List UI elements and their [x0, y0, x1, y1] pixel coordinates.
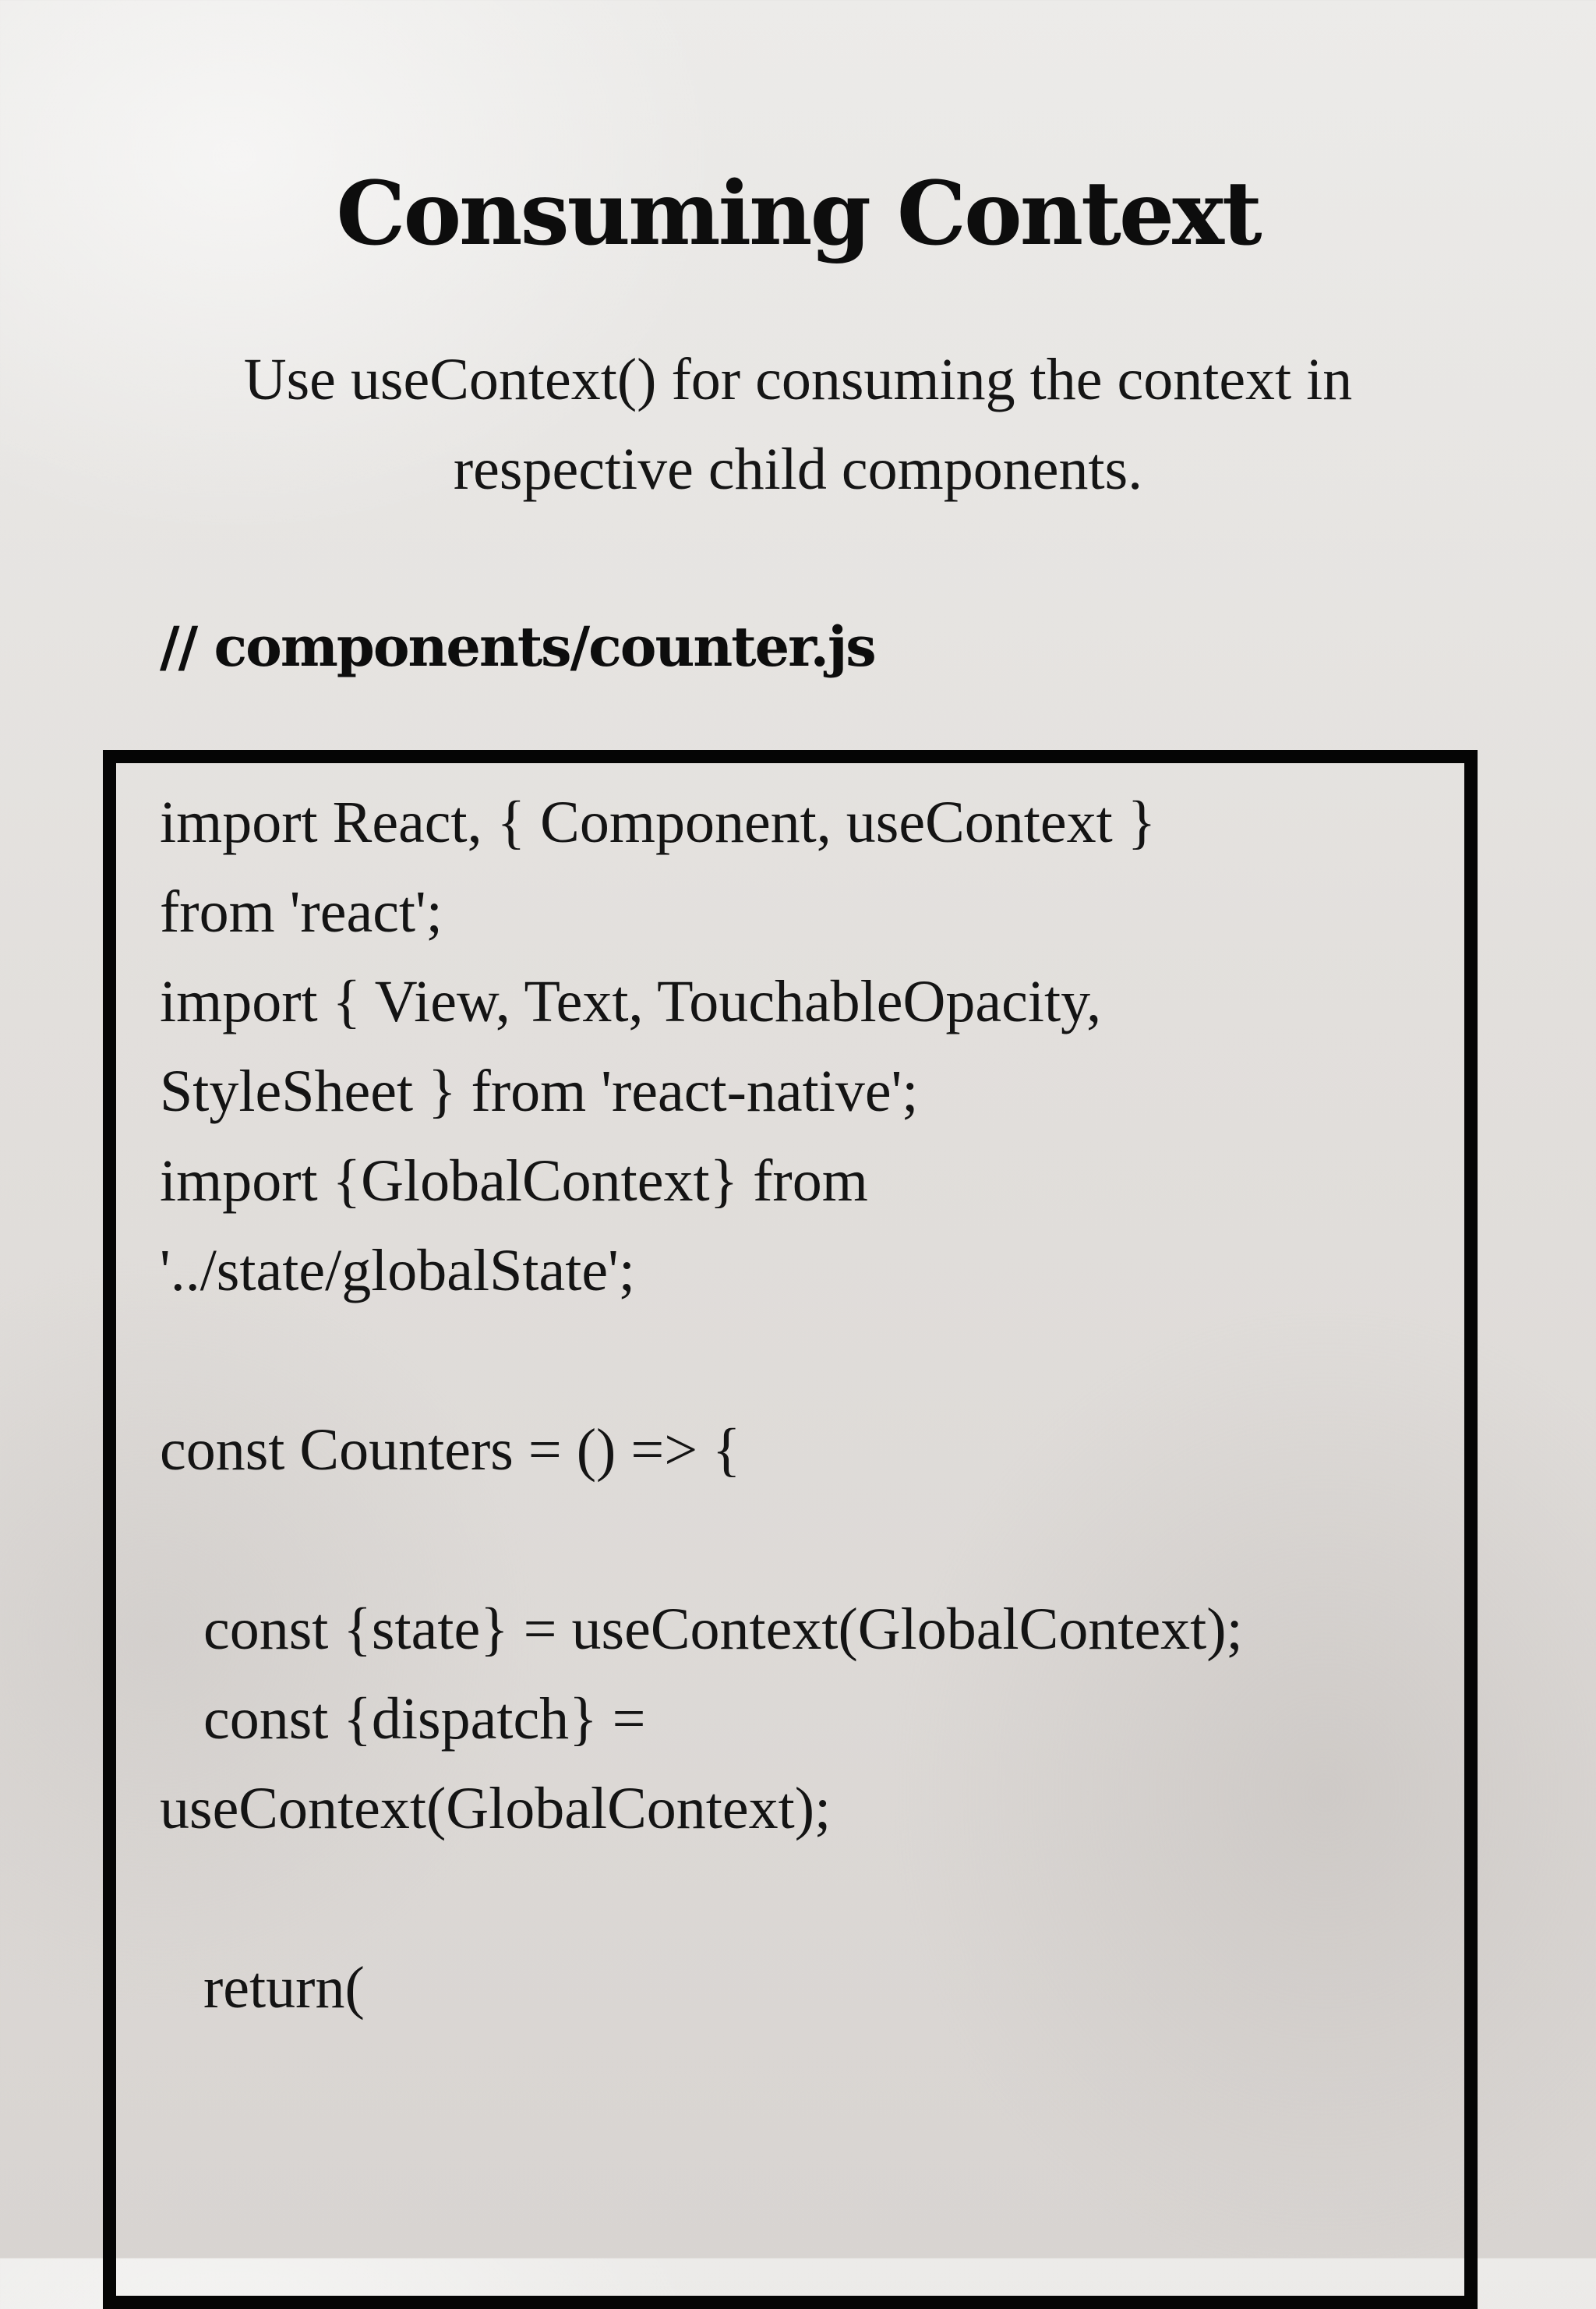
code-line: const {dispatch} = — [203, 1686, 646, 1752]
page-title: Consuming Context — [336, 163, 1260, 265]
code-line-blank — [160, 1316, 1438, 1406]
code-block — [160, 778, 1438, 2033]
code-line: return( — [203, 1955, 365, 2021]
code-line: useContext(GlobalContext); — [160, 1776, 832, 1841]
code-line-blank — [160, 1495, 1438, 1585]
code-line: const {state} = useContext(GlobalContext); — [203, 1596, 1243, 1662]
code-line: '../state/globalState'; — [160, 1238, 635, 1303]
code-line-blank — [160, 1854, 1438, 1943]
page-subtitle: Use useContext() for consuming the context in respective child components. — [243, 347, 1353, 502]
code-line: import React, { Component, useContext } — [160, 790, 1156, 855]
code-line: const Counters = () => { — [160, 1417, 741, 1483]
code-line: import { View, Text, TouchableOpacity, — [160, 969, 1102, 1034]
code-line: import {GlobalContext} from — [160, 1148, 868, 1214]
code-line: from 'react'; — [160, 879, 443, 945]
file-path-label: // components/counter.js — [160, 614, 875, 679]
code-line: StyleSheet } from 'react-native'; — [160, 1059, 919, 1124]
